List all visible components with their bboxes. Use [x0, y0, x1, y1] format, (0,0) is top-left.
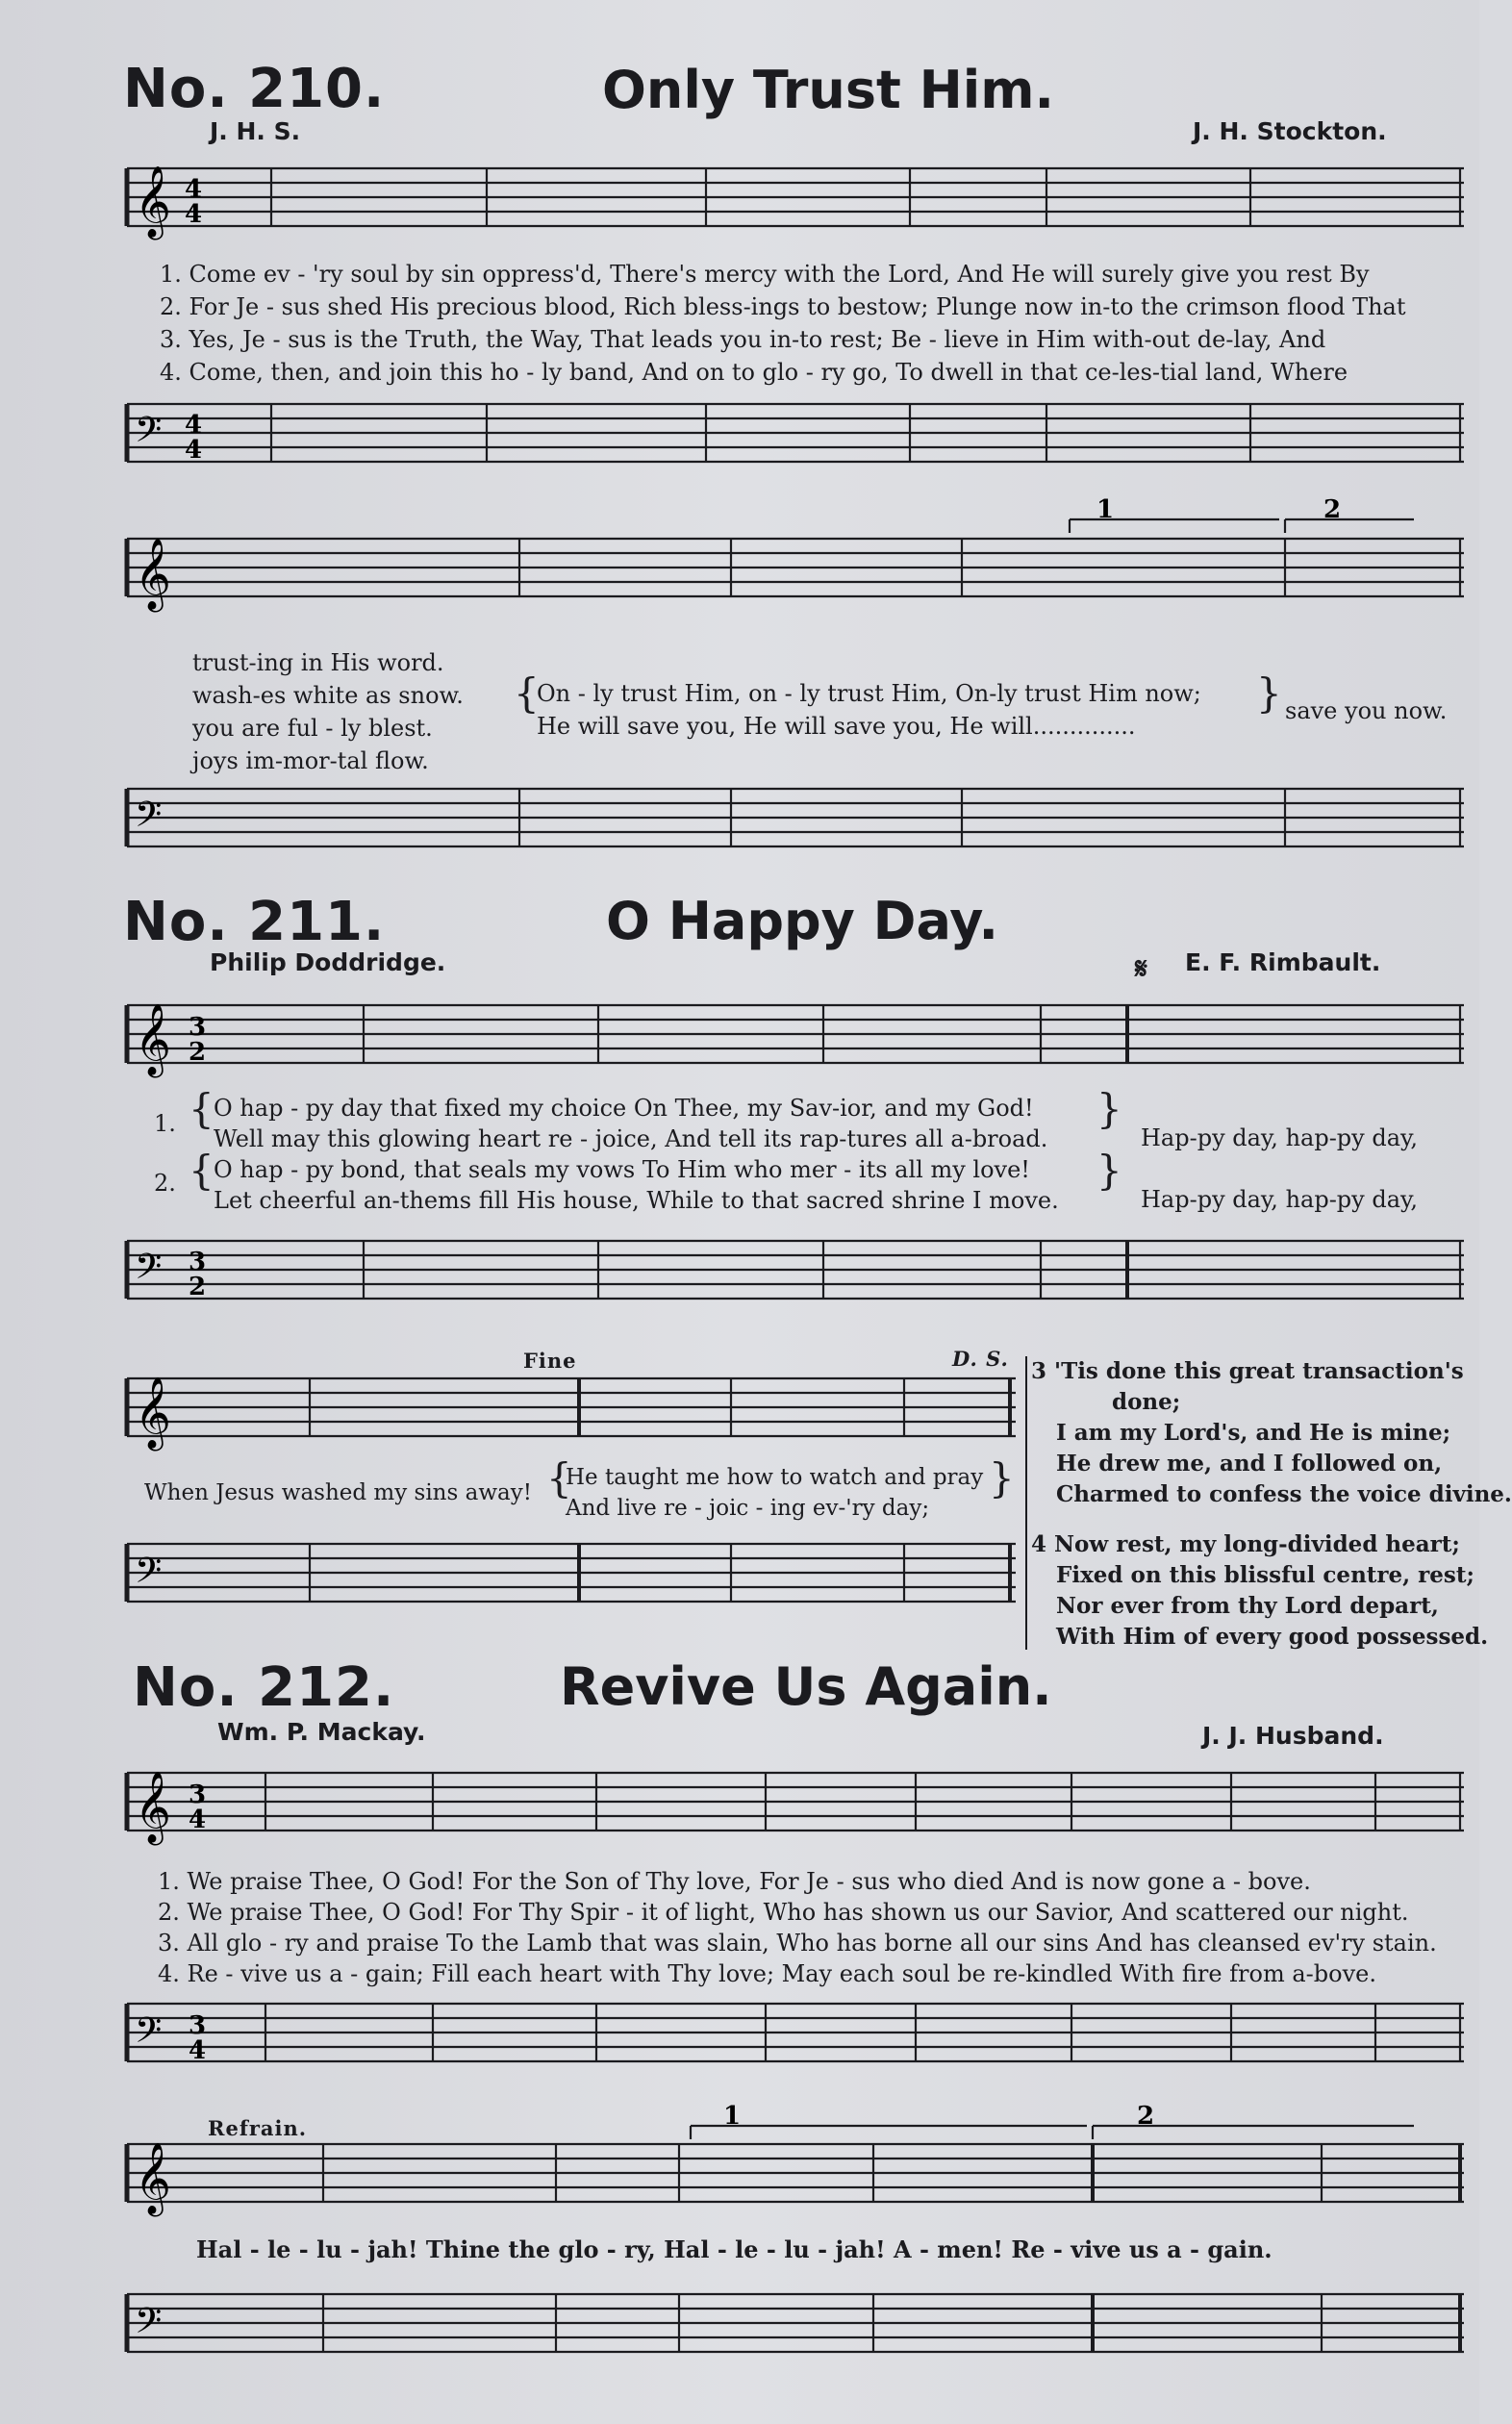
refrain-line: He will save you, He will save you, He will..............	[537, 713, 1136, 740]
svg-text:𝄢: 𝄢	[135, 2301, 163, 2350]
treble-staff	[0, 159, 1479, 255]
verse-number: 2.	[154, 1170, 176, 1197]
segno-sign: 𝄋	[1135, 952, 1147, 986]
verse-ending: joys im-mor-tal flow.	[192, 747, 429, 774]
svg-text:3: 3	[189, 2011, 207, 2040]
svg-text:𝄞: 𝄞	[135, 1377, 171, 1449]
brace: {	[189, 1147, 214, 1194]
refrain-line: On - ly trust Him, on - ly trust Him, On-ly trust Him now;	[537, 680, 1201, 707]
svg-text:𝄞: 𝄞	[135, 1772, 171, 1843]
svg-text:𝄢: 𝄢	[135, 1247, 163, 1296]
verse-endings	[192, 646, 464, 777]
treble-staff	[0, 495, 1479, 616]
verse-line: Well may this glowing heart re - joice, And tell its rap-tures all a-broad.	[214, 1125, 1048, 1152]
chorus-start: Hap-py day, hap-py day,	[1141, 1124, 1419, 1151]
brace: }	[989, 1454, 1015, 1502]
composer-credit: J. J. Husband.	[1202, 1722, 1384, 1750]
svg-text:4: 4	[189, 2036, 207, 2065]
author-credit: J. H. S.	[210, 117, 301, 145]
composer-credit: J. H. Stockton.	[1193, 117, 1387, 145]
brace: }	[1096, 1085, 1122, 1132]
verse-line: 4. Come, then, and join this ho - ly band, And on to glo - ry go, To dwell in that ce-les-tial land, Where	[160, 359, 1348, 386]
ds-marking: D. S.	[952, 1347, 1009, 1371]
ending-2: 2	[1137, 2102, 1155, 2131]
verse-line: 2. We praise Thee, O God! For Thy Spir - it of light, Who has shown us our Savior, And scattered our night.	[158, 1899, 1409, 1926]
verse-line: 3. All glo - ry and praise To the Lamb that was slain, Who has borne all our sins And has cleansed ev'ry stain.	[158, 1930, 1437, 1957]
composer-credit: E. F. Rimbault.	[1185, 948, 1381, 976]
refrain-text	[537, 677, 1201, 743]
svg-text:𝄞: 𝄞	[135, 539, 171, 610]
ending-1: 1	[1096, 495, 1115, 524]
brace: {	[189, 1085, 214, 1132]
author-credit: Philip Doddridge.	[210, 948, 446, 976]
verse-number: 1.	[154, 1110, 176, 1137]
svg-text:4: 4	[185, 200, 203, 229]
verse-line: 1. Come ev - 'ry soul by sin oppress'd, There's mercy with the Lord, And He will surely give you rest By	[160, 261, 1370, 288]
svg-text:𝄢: 𝄢	[135, 1551, 163, 1600]
brace: {	[546, 1454, 572, 1502]
hymn-number: No. 210.	[123, 58, 386, 120]
svg-text:3: 3	[189, 1248, 207, 1276]
bass-staff	[0, 385, 1479, 481]
svg-text:𝄢: 𝄢	[135, 410, 163, 459]
verse-line: 4. Re - vive us a - gain; Fill each heart with Thy love; May each soul be re-kindled With fire from a-bove.	[158, 1960, 1376, 1987]
svg-text:2: 2	[189, 1038, 207, 1067]
verse-ending: wash-es white as snow.	[192, 682, 464, 709]
bass-staff	[0, 1222, 1479, 1318]
hymn-number: No. 211.	[123, 891, 386, 953]
verse-list	[214, 1093, 1059, 1216]
chorus-line: When Jesus washed my sins away!	[144, 1480, 532, 1505]
hymn-title: O Happy Day.	[606, 891, 999, 951]
verse-line: O hap - py bond, that seals my vows To Him who mer - its all my love!	[214, 1156, 1030, 1183]
verse-list	[160, 258, 1406, 389]
hymn-title: Only Trust Him.	[602, 60, 1055, 120]
svg-text:4: 4	[189, 1805, 207, 1834]
hymn-number: No. 212.	[133, 1656, 395, 1719]
svg-text:4: 4	[185, 436, 203, 465]
svg-text:3: 3	[189, 1013, 207, 1042]
fine-marking: Fine	[523, 1349, 577, 1373]
svg-text:4: 4	[185, 411, 203, 440]
chorus-alt-line: And live re - joic - ing ev-'ry day;	[566, 1496, 930, 1521]
brace: {	[514, 669, 540, 717]
extra-verse: 3 'Tis done this great transaction's done; I am my Lord's, and He is mine; He drew me, and I followed on, Charmed to confess the voice divine.	[1031, 1358, 1512, 1507]
brace: }	[1256, 669, 1282, 717]
ending-1: 1	[723, 2102, 742, 2131]
column-divider	[1025, 1356, 1027, 1650]
treble-staff	[0, 1758, 1479, 1855]
ending-2: 2	[1323, 495, 1342, 524]
verse-list	[158, 1866, 1437, 1989]
extra-verse: 4 Now rest, my long-divided heart; Fixed on this blissful centre, rest; Nor ever from thy Lord depart, With Him of every good possessed.	[1031, 1531, 1489, 1650]
verse-line: Let cheerful an-thems fill His house, While to that sacred shrine I move.	[214, 1187, 1059, 1214]
svg-text:2: 2	[189, 1273, 207, 1301]
refrain-label: Refrain.	[208, 2116, 308, 2140]
svg-text:𝄢: 𝄢	[135, 2010, 163, 2059]
author-credit: Wm. P. Mackay.	[217, 1718, 426, 1746]
verse-line: 1. We praise Thee, O God! For the Son of Thy love, For Je - sus who died And is now gone a - bove.	[158, 1868, 1311, 1895]
chorus-alt	[566, 1462, 983, 1524]
refrain-text: Hal - le - lu - jah! Thine the glo - ry, Hal - le - lu - jah! A - men! Re - vive us a - gain.	[196, 2235, 1273, 2263]
refrain-end: save you now.	[1285, 697, 1448, 724]
bass-staff	[0, 1989, 1479, 2085]
verse-line: 3. Yes, Je - sus is the Truth, the Way, That leads you in-to rest; Be - lieve in Him with-out de-lay, And	[160, 326, 1326, 353]
verse-ending: trust-ing in His word.	[192, 649, 444, 676]
verse-line: O hap - py day that fixed my choice On Thee, my Sav-ior, and my God!	[214, 1095, 1034, 1122]
svg-text:4: 4	[185, 175, 203, 204]
verse-ending: you are ful - ly blest.	[192, 715, 433, 742]
svg-text:𝄢: 𝄢	[135, 795, 163, 844]
bass-staff	[0, 770, 1479, 866]
svg-text:𝄞: 𝄞	[135, 166, 171, 238]
bass-staff	[0, 2280, 1479, 2376]
svg-text:3: 3	[189, 1780, 207, 1809]
chorus-alt-line: He taught me how to watch and pray	[566, 1465, 984, 1490]
hymn-title: Revive Us Again.	[560, 1656, 1052, 1717]
svg-text:𝄞: 𝄞	[135, 2143, 171, 2214]
brace: }	[1096, 1147, 1122, 1194]
chorus-start: Hap-py day, hap-py day,	[1141, 1186, 1419, 1213]
verse-line: 2. For Je - sus shed His precious blood, Rich bless-ings to bestow; Plunge now in-to the crimson flood That	[160, 293, 1406, 320]
treble-staff	[0, 991, 1479, 1087]
svg-text:𝄞: 𝄞	[135, 1004, 171, 1075]
